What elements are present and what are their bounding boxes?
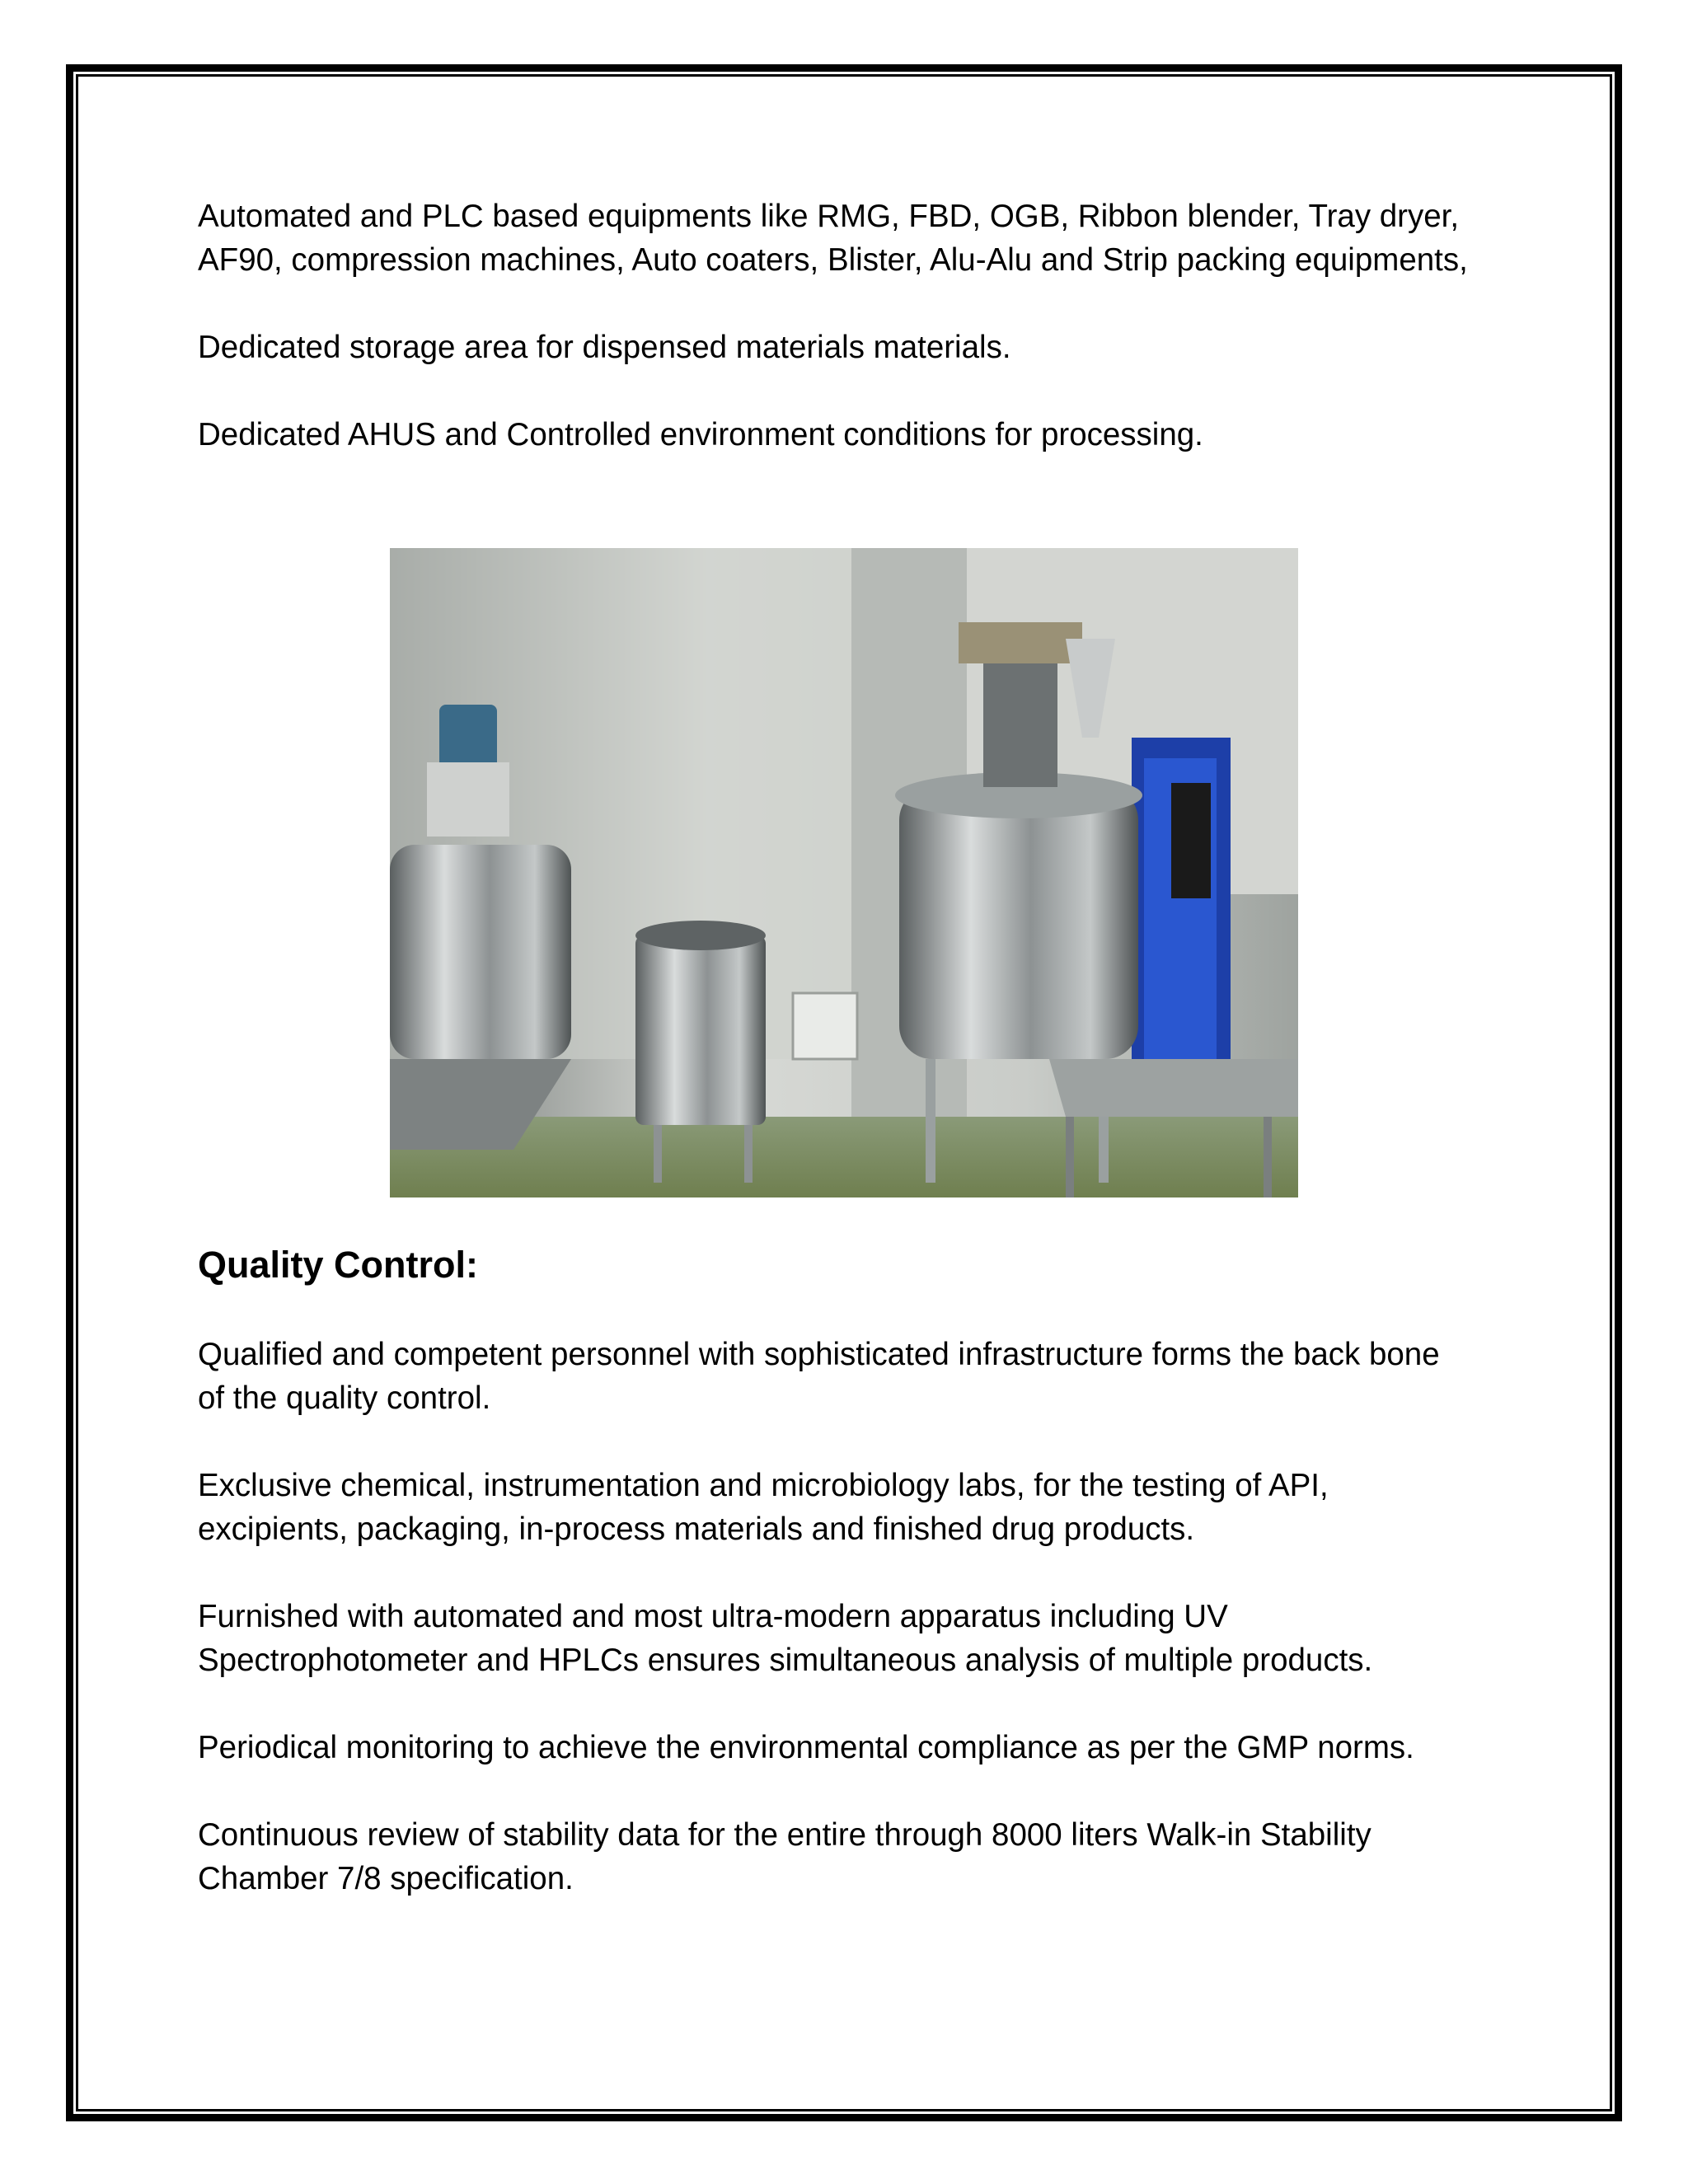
production-paragraph: Dedicated storage area for dispensed materials materials. (198, 330, 1011, 365)
qc-paragraph: Qualified and competent personnel with sophisticated infrastructure forms the back bone of the quality control. (198, 1337, 1440, 1416)
production-section (198, 194, 1517, 582)
qc-paragraph: Furnished with automated and most ultra-modern apparatus including UV Spectrophotometer and HPLCs ensures simultaneous analysis of multiple products. (198, 1599, 1373, 1678)
page-content (198, 194, 1517, 582)
production-paragraph: Automated and PLC based equipments like RMG, FBD, OGB, Ribbon blender, Tray dryer, AF90, compression machines, Auto coaters, Blister, Alu-Alu and Strip packing equipments, (198, 199, 1468, 278)
quality-control-section (198, 1240, 1517, 1944)
qc-paragraph: Exclusive chemical, instrumentation and microbiology labs, for the testing of API, excipients, packaging, in-process materials and finished drug products. (198, 1468, 1329, 1547)
qc-paragraph: Continuous review of stability data for the entire through 8000 liters Walk-in Stability Chamber 7/8 specification. (198, 1817, 1372, 1896)
quality-control-heading: Quality Control: (198, 1244, 478, 1286)
qc-paragraph: Periodical monitoring to achieve the environmental compliance as per the GMP norms. (198, 1730, 1414, 1765)
production-paragraph: Dedicated AHUS and Controlled environment conditions for processing. (198, 417, 1203, 452)
processing-equipment-photo (390, 548, 1298, 1197)
